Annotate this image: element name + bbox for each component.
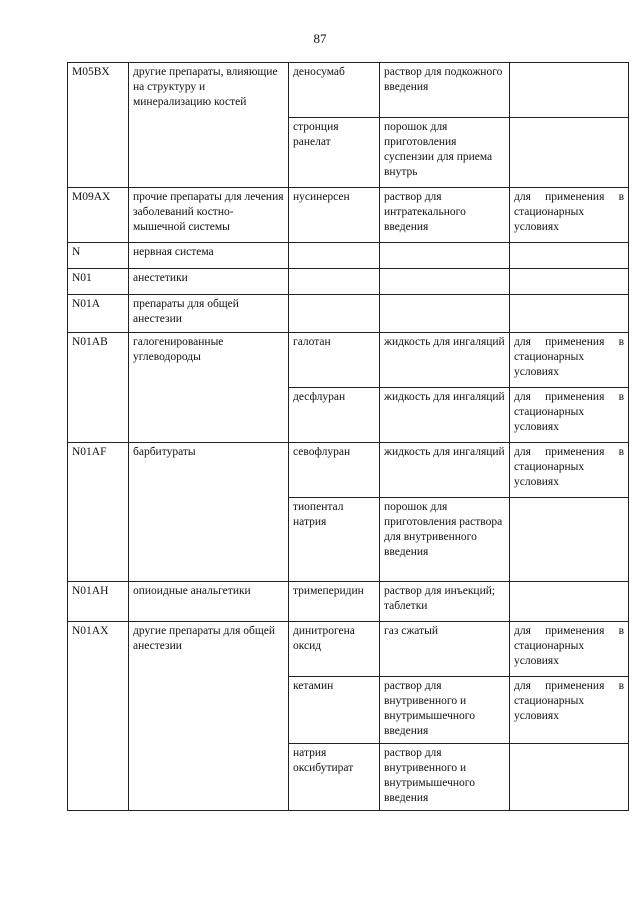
- usage-note: для применения в стационарных условиях: [510, 188, 629, 243]
- dosage-form: газ сжатый: [380, 622, 510, 677]
- group-name: прочие препараты для лечения заболеваний костно-мышечной системы: [129, 188, 289, 243]
- table-row: [68, 295, 629, 333]
- usage-note: для применения в стационарных условиях: [510, 622, 629, 677]
- usage-note: для применения в стационарных условиях: [510, 677, 629, 744]
- drug-name: галотан: [289, 333, 380, 388]
- group-name: галогенированные углеводороды: [129, 333, 289, 443]
- dosage-form: порошок для приготовления суспензии для приема внутрь: [380, 118, 510, 188]
- table-row: [68, 63, 629, 118]
- usage-note: для применения в стационарных условиях: [510, 333, 629, 388]
- drug-name: [289, 243, 380, 269]
- table-row: [68, 243, 629, 269]
- dosage-form: раствор для интратекального введения: [380, 188, 510, 243]
- table-row: [68, 443, 629, 498]
- dosage-form: жидкость для ингаляций: [380, 333, 510, 388]
- dosage-form: жидкость для ингаляций: [380, 443, 510, 498]
- dosage-form: [380, 269, 510, 295]
- drug-name: натрия оксибутират: [289, 744, 380, 811]
- table-row: [68, 188, 629, 243]
- drug-name: тримеперидин: [289, 582, 380, 622]
- group-name: другие препараты, влияющие на структуру и минерализацию костей: [129, 63, 289, 188]
- table-row: [68, 582, 629, 622]
- usage-note: [510, 269, 629, 295]
- atc-code: M05BX: [68, 63, 129, 188]
- dosage-form: [380, 243, 510, 269]
- usage-note: [510, 243, 629, 269]
- atc-code: N01A: [68, 295, 129, 333]
- drug-name: кетамин: [289, 677, 380, 744]
- atc-code: N01: [68, 269, 129, 295]
- dosage-form: раствор для инъекций; таблетки: [380, 582, 510, 622]
- usage-note: [510, 582, 629, 622]
- group-name: препараты для общей анестезии: [129, 295, 289, 333]
- drug-name: десфлуран: [289, 388, 380, 443]
- table-row: [68, 333, 629, 388]
- drug-name: деносумаб: [289, 63, 380, 118]
- usage-note: [510, 498, 629, 582]
- page-number: 87: [313, 31, 327, 46]
- drug-name: стронция ранелат: [289, 118, 380, 188]
- usage-note: [510, 63, 629, 118]
- drug-name: динитрогена оксид: [289, 622, 380, 677]
- group-name: опиоидные анальгетики: [129, 582, 289, 622]
- atc-code: N01AF: [68, 443, 129, 582]
- table-row: [68, 622, 629, 677]
- atc-code: N: [68, 243, 129, 269]
- atc-code: N01AH: [68, 582, 129, 622]
- dosage-form: раствор для внутривенного и внутримышечного введения: [380, 677, 510, 744]
- group-name: нервная система: [129, 243, 289, 269]
- group-name: анестетики: [129, 269, 289, 295]
- drug-name: нусинерсен: [289, 188, 380, 243]
- drug-name: [289, 269, 380, 295]
- usage-note: для применения в стационарных условиях: [510, 443, 629, 498]
- dosage-form: порошок для приготовления раствора для внутривенного введения: [380, 498, 510, 582]
- drug-name: тиопентал натрия: [289, 498, 380, 582]
- atc-code: M09AX: [68, 188, 129, 243]
- atc-code: N01AB: [68, 333, 129, 443]
- dosage-form: жидкость для ингаляций: [380, 388, 510, 443]
- usage-note: [510, 295, 629, 333]
- atc-code: N01AX: [68, 622, 129, 811]
- drug-table: [67, 62, 629, 811]
- usage-note: [510, 118, 629, 188]
- usage-note: для применения в стационарных условиях: [510, 388, 629, 443]
- drug-name: [289, 295, 380, 333]
- group-name: другие препараты для общей анестезии: [129, 622, 289, 811]
- table-row: [68, 269, 629, 295]
- usage-note: [510, 744, 629, 811]
- group-name: барбитураты: [129, 443, 289, 582]
- dosage-form: [380, 295, 510, 333]
- dosage-form: раствор для подкожного введения: [380, 63, 510, 118]
- dosage-form: раствор для внутривенного и внутримышечного введения: [380, 744, 510, 811]
- drug-name: севофлуран: [289, 443, 380, 498]
